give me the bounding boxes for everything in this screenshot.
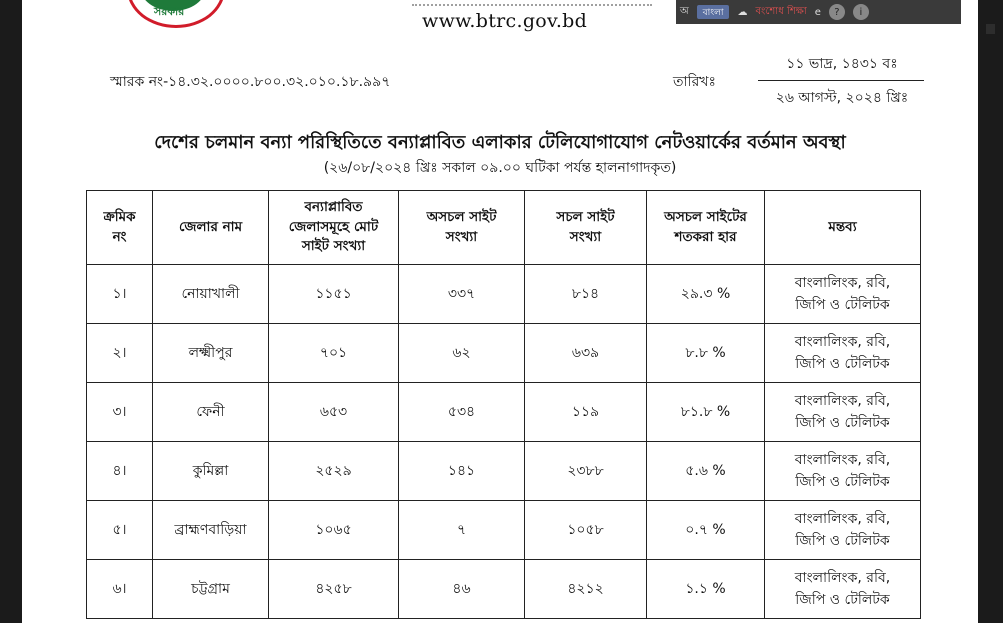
cell-district: লক্ষ্মীপুর (153, 324, 269, 383)
cell-serial: ৫। (87, 501, 153, 560)
cell-serial: ১। (87, 265, 153, 324)
btrc-logo (127, 0, 225, 28)
document-page (22, 0, 978, 623)
cell-inactive: ৩৩৭ (399, 265, 525, 324)
logo-text: সরকার (154, 5, 185, 18)
language-selector[interactable]: বাংলা (697, 5, 730, 19)
date-gregorian: ২৬ আগস্ট, ২০২৪ খ্রিঃ (775, 90, 909, 106)
cloud-icon[interactable]: ☁ (737, 6, 748, 18)
table-row (87, 324, 921, 383)
cell-total: ৪২৫৮ (269, 560, 399, 619)
table-header-row (87, 191, 921, 265)
network-status-table (86, 190, 921, 619)
brand-fragment: বংশোধ শিক্ষা (755, 5, 807, 17)
cell-inactive: ৫৩৪ (399, 383, 525, 442)
cell-percent: ৮১.৮ % (647, 383, 765, 442)
cell-remark: বাংলালিংক, রবি, জিপি ও টেলিটক (765, 442, 921, 501)
date-bangla: ১১ ভাদ্র, ১৪৩১ বঃ (786, 56, 898, 72)
cell-total: ৬৫৩ (269, 383, 399, 442)
cell-district: কুমিল্লা (153, 442, 269, 501)
cell-active: ২৩৮৮ (525, 442, 647, 501)
right-dark-margin (978, 0, 1003, 623)
header-district: জেলার নাম (153, 191, 269, 265)
table-row (87, 442, 921, 501)
memo-number: স্মারক নং-১৪.৩২.০০০০.৮০০.৩২.০১০.১৮.৯৯৭ (110, 74, 391, 90)
cell-district: ব্রাহ্মণবাড়িয়া (153, 501, 269, 560)
cell-total: ৭০১ (269, 324, 399, 383)
scroll-marker[interactable] (986, 24, 995, 34)
table-row (87, 265, 921, 324)
header-cropped-text (412, 0, 652, 6)
cell-percent: ৫.৬ % (647, 442, 765, 501)
cell-serial: ৩। (87, 383, 153, 442)
header-inactive-sites: অসচল সাইট সংখ্যা (399, 191, 525, 265)
browser-toolbar-overlay (676, 0, 961, 24)
cell-remark: বাংলালিংক, রবি, জিপি ও টেলিটক (765, 265, 921, 324)
cell-district: চট্টগ্রাম (153, 560, 269, 619)
cell-active: ১১৯ (525, 383, 647, 442)
cell-remark: বাংলালিংক, রবি, জিপি ও টেলিটক (765, 383, 921, 442)
cell-district: ফেনী (153, 383, 269, 442)
keyboard-icon[interactable]: অ (680, 5, 689, 17)
info-icon[interactable]: i (853, 4, 869, 20)
cell-remark: বাংলালিংক, রবি, জিপি ও টেলিটক (765, 501, 921, 560)
cell-active: ৮১৪ (525, 265, 647, 324)
header-remarks: মন্তব্য (765, 191, 921, 265)
date-divider (758, 80, 924, 81)
cell-serial: ৪। (87, 442, 153, 501)
cell-inactive: ১৪১ (399, 442, 525, 501)
cell-active: ৬৩৯ (525, 324, 647, 383)
cell-percent: ২৯.৩ % (647, 265, 765, 324)
header-serial: ক্রমিক নং (87, 191, 153, 265)
cell-remark: বাংলালিংক, রবি, জিপি ও টেলিটক (765, 560, 921, 619)
cell-district: নোয়াখালী (153, 265, 269, 324)
cell-active: ১০৫৮ (525, 501, 647, 560)
table-row (87, 560, 921, 619)
header-total-sites: বন্যাপ্লাবিত জেলাসমূহে মোট সাইট সংখ্যা (269, 191, 399, 265)
cell-total: ২৫২৯ (269, 442, 399, 501)
cell-inactive: ৪৬ (399, 560, 525, 619)
edge-icon[interactable]: e (814, 6, 821, 18)
header-active-sites: সচল সাইট সংখ্যা (525, 191, 647, 265)
cell-active: ৪২১২ (525, 560, 647, 619)
cell-total: ১১৫১ (269, 265, 399, 324)
website-url: www.btrc.gov.bd (422, 10, 588, 32)
table-row (87, 501, 921, 560)
cell-percent: ১.১ % (647, 560, 765, 619)
help-icon[interactable]: ? (829, 4, 845, 20)
page-subtitle: (২৬/০৮/২০২৪ খ্রিঃ সকাল ০৯.০০ ঘটিকা পর্যন্ত হালনাগাদকৃত) (323, 160, 677, 176)
page-title: দেশের চলমান বন্যা পরিস্থিতিতে বন্যাপ্লাবিত এলাকার টেলিযোগাযোগ নেটওয়ার্কের বর্তমান অবস্থা (154, 132, 846, 153)
cell-percent: ০.৭ % (647, 501, 765, 560)
cell-serial: ২। (87, 324, 153, 383)
cell-total: ১০৬৫ (269, 501, 399, 560)
cell-serial: ৬। (87, 560, 153, 619)
cell-percent: ৮.৮ % (647, 324, 765, 383)
cell-remark: বাংলালিংক, রবি, জিপি ও টেলিটক (765, 324, 921, 383)
table-row (87, 383, 921, 442)
left-dark-margin (0, 0, 22, 623)
header-inactive-percent: অসচল সাইটের শতকরা হার (647, 191, 765, 265)
cell-inactive: ৬২ (399, 324, 525, 383)
date-label: তারিখঃ (673, 74, 716, 90)
cell-inactive: ৭ (399, 501, 525, 560)
